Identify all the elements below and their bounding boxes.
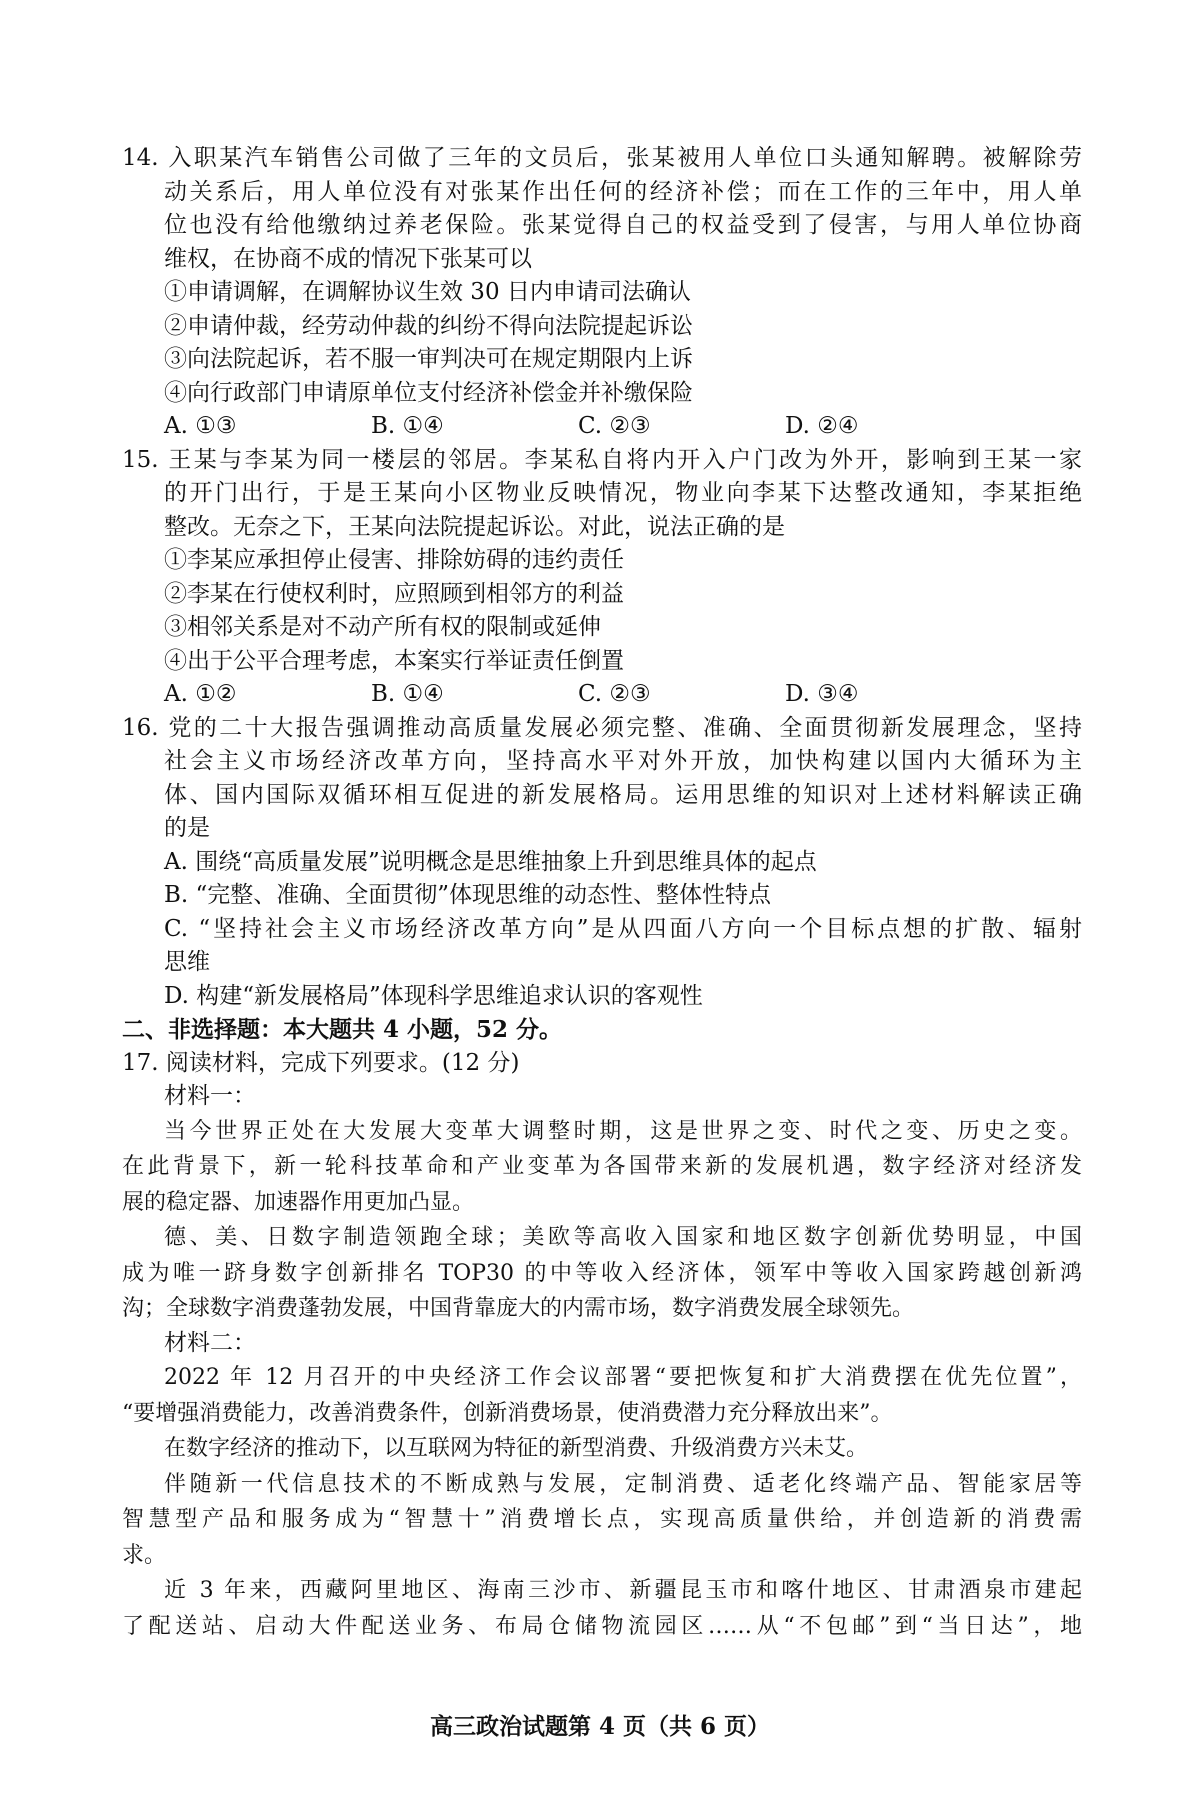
q14-option-3: ③向法院起诉，若不服一审判决可在规定期限内上诉 <box>164 346 693 372</box>
question-16 <box>122 712 1082 1014</box>
q14-line-1: 14. 入职某汽车销售公司做了三年的文员后，张某被用人单位口头通知解聘。被解除劳 <box>122 145 1082 171</box>
section-2-heading: 二、非选择题：本大题共 4 小题，52 分。 <box>122 1016 563 1043</box>
q14-option-4: ④向行政部门申请原单位支付经济补偿金并补缴保险 <box>164 379 693 406</box>
material-1-line-1: 当今世界正处在大发展大变革大调整时期，这是世界之变、时代之变、历史之变。 <box>164 1118 1082 1144</box>
q15-choice-c: C. ②③ <box>578 681 651 707</box>
q16-option-c-cont: 思维 <box>164 949 210 975</box>
material-2-line-6: 求。 <box>122 1542 167 1568</box>
material-2-line-8: 了配送站、启动大件配送业务、布局仓储物流园区……从“不包邮”到“当日达”，地 <box>122 1613 1082 1639</box>
q15-choice-b: B. ①④ <box>371 681 444 707</box>
q14-choices <box>122 410 1082 444</box>
q15-option-3: ③相邻关系是对不动产所有权的限制或延伸 <box>164 614 601 640</box>
material-2-line-2: “要增强消费能力，改善消费条件，创新消费场景，使消费潜力充分释放出来”。 <box>122 1400 893 1426</box>
q16-option-b: B. “完整、准确、全面贯彻”体现思维的动态性、整体性特点 <box>164 882 772 908</box>
q14-line-3: 位也没有给他缴纳过养老保险。张某觉得自己的权益受到了侵害，与用人单位协商 <box>164 212 1082 238</box>
q16-line-4: 的是 <box>164 815 210 841</box>
q16-option-c: C. “坚持社会主义市场经济改革方向”是从四面八方向一个目标点想的扩散、辐射 <box>164 915 1082 942</box>
question-17 <box>122 1047 1082 1645</box>
material-1-line-5: 成为唯一跻身数字创新排名 TOP30 的中等收入经济体，领军中等收入国家跨越创新鸿 <box>122 1260 1082 1286</box>
q16-line-1: 16. 党的二十大报告强调推动高质量发展必须完整、准确、全面贯彻新发展理念，坚持 <box>122 714 1082 741</box>
q14-option-1: ①申请调解，在调解协议生效 30 日内申请司法确认 <box>164 279 691 305</box>
page-footer: 高三政治试题第 4 页（共 6 页） <box>429 1713 771 1740</box>
material-2-line-4: 伴随新一代信息技术的不断成熟与发展，定制消费、适老化终端产品、智能家居等 <box>164 1471 1082 1497</box>
q15-option-2: ②李某在行使权利时，应照顾到相邻方的利益 <box>164 580 624 607</box>
material-1-line-2: 在此背景下，新一轮科技革命和产业变革为各国带来新的发展机遇，数字经济对经济发 <box>122 1154 1082 1179</box>
material-2-line-1: 2022 年 12 月召开的中央经济工作会议部署“要把恢复和扩大消费摆在优先位置”， <box>164 1365 1082 1390</box>
q16-option-d: D. 构建“新发展格局”体现科学思维追求认识的客观性 <box>164 982 703 1009</box>
material-1-line-6: 沟；全球数字消费蓬勃发展，中国背靠庞大的内需市场，数字消费发展全球领先。 <box>122 1296 915 1321</box>
material-1-line-3: 展的稳定器、加速器作用更加凸显。 <box>122 1189 475 1215</box>
material-2-title: 材料二： <box>164 1329 256 1356</box>
q14-option-2: ②申请仲裁，经劳动仲裁的纠纷不得向法院提起诉讼 <box>164 312 693 339</box>
material-2-line-3: 在数字经济的推动下，以互联网为特征的新型消费、升级消费方兴未艾。 <box>164 1436 869 1461</box>
question-14 <box>122 142 1082 444</box>
q14-choice-b: B. ①④ <box>371 413 444 439</box>
q15-choice-a: A. ①② <box>164 681 237 707</box>
q15-option-4: ④出于公平合理考虑，本案实行举证责任倒置 <box>164 647 624 674</box>
material-2-line-7: 近 3 年来，西藏阿里地区、海南三沙市、新疆昆玉市和喀什地区、甘肃酒泉市建起 <box>164 1578 1082 1603</box>
q15-option-1: ①李某应承担停止侵害、排除妨碍的违约责任 <box>164 547 624 573</box>
material-2-line-5: 智慧型产品和服务成为“智慧十”消费增长点，实现高质量供给，并创造新的消费需 <box>122 1507 1082 1532</box>
q16-line-3: 体、国内国际双循环相互促进的新发展格局。运用思维的知识对上述材料解读正确 <box>164 781 1082 808</box>
q17-heading: 17. 阅读材料，完成下列要求。(12 分) <box>122 1049 520 1076</box>
q14-choice-c: C. ②③ <box>578 413 651 439</box>
q15-line-3: 整改。无奈之下，王某向法院提起诉讼。对此，说法正确的是 <box>164 513 785 540</box>
q14-choice-a: A. ①③ <box>164 413 237 439</box>
q15-choice-d: D. ③④ <box>785 681 859 707</box>
q14-choice-d: D. ②④ <box>785 413 859 439</box>
q16-option-a: A. 围绕“高质量发展”说明概念是思维抽象上升到思维具体的起点 <box>164 848 817 875</box>
question-15 <box>122 444 1082 712</box>
q15-line-1: 15. 王某与李某为同一楼层的邻居。李某私自将内开入户门改为外开，影响到王某一家 <box>122 446 1082 473</box>
q15-line-2: 的开门出行，于是王某向小区物业反映情况，物业向李某下达整改通知，李某拒绝 <box>164 480 1082 506</box>
q16-line-2: 社会主义市场经济改革方向，坚持高水平对外开放，加快构建以国内大循环为主 <box>164 748 1082 774</box>
material-1-line-4: 德、美、日数字制造领跑全球；美欧等高收入国家和地区数字创新优势明显，中国 <box>164 1225 1082 1250</box>
q15-choices <box>122 678 1082 712</box>
page-content <box>122 142 1082 1644</box>
material-1-title: 材料一： <box>164 1083 256 1109</box>
q14-line-2: 动关系后，用人单位没有对张某作出任何的经济补偿；而在工作的三年中，用人单 <box>164 178 1082 205</box>
q14-line-4: 维权，在协商不成的情况下张某可以 <box>164 245 532 272</box>
